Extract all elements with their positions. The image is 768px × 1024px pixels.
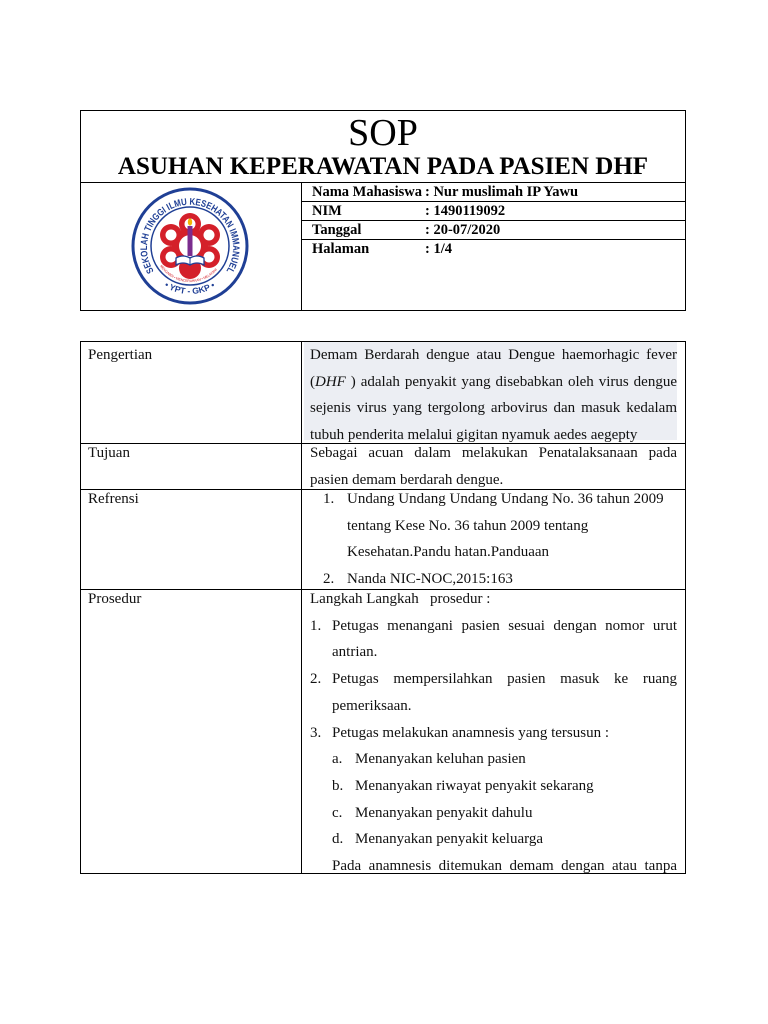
prosedur-label: Prosedur [88, 591, 142, 607]
list-number: 1. [323, 491, 335, 507]
pengertian-label: Pengertian [88, 347, 153, 363]
list-number: 2. [323, 571, 335, 588]
substep-text: Menanyakan keluhan pasien [355, 751, 526, 768]
list-item [302, 566, 677, 589]
step-text: Petugas mempersilahkan pasien masuk ke ruang pemeriksaan. [332, 671, 677, 714]
page-label: Halaman [312, 241, 370, 257]
logo-candle-flame [188, 218, 192, 225]
logo-bottom-text: • YPT - GKP • [163, 279, 217, 297]
row-pengertian [81, 342, 685, 444]
student-name-label: Nama Mahasiswa [312, 184, 422, 200]
pengertian-text-end: ) adalah penyakit yang disebabkan oleh virus dengue sejenis virus yang tergolong arbovirus dan masuk kedalam tubuh penderita melalui gigitan nyamuk aedes aegepty [310, 373, 677, 443]
sop-header-table [80, 110, 686, 311]
prosedur-content [310, 590, 677, 873]
list-number: 2. [310, 671, 322, 688]
info-row-date [302, 221, 685, 240]
nim-label: NIM [312, 203, 342, 219]
row-content-cell [302, 444, 685, 489]
pengertian-text [304, 342, 677, 443]
step-text: Petugas menangani pasien sesuai dengan nomor urut antrian. [332, 617, 677, 661]
tujuan-label: Tujuan [88, 445, 130, 461]
logo-cell [81, 183, 302, 310]
row-content-cell [302, 490, 685, 589]
refrensi-list [302, 490, 677, 589]
info-row-page [302, 240, 685, 259]
date-value: : 20-07/2020 [425, 222, 501, 238]
substep-text: Menanyakan penyakit dahulu [355, 804, 533, 821]
refrensi-label: Refrensi [88, 491, 139, 507]
sub-list-item [310, 800, 677, 827]
sub-list-item [310, 746, 677, 773]
identity-cell [302, 183, 685, 310]
list-letter: c. [332, 804, 343, 821]
logo-motto-text: MENGABDI • MENCERAHKAN • MELAYANI [159, 264, 218, 284]
reference-text: Undang Undang Undang Undang No. 36 tahun 2009 tentang Kese No. 36 tahun 2009 tentang Kesehatan.Pandu hatan.Panduaan [347, 491, 664, 561]
date-label: Tanggal [312, 222, 362, 238]
row-content-cell [302, 342, 685, 443]
document-title: SOP [348, 112, 418, 154]
row-refrensi [81, 490, 685, 590]
nim-value: : 1490119092 [425, 203, 506, 219]
row-prosedur [81, 590, 685, 873]
student-name-value: : Nur muslimah IP Yawu [425, 184, 579, 200]
pengertian-abbrev: DHF [315, 373, 346, 390]
list-letter: a. [332, 751, 343, 768]
header-title-cell [81, 111, 685, 183]
row-label-cell [81, 342, 302, 443]
sop-content-table [80, 341, 686, 874]
row-label-cell [81, 444, 302, 489]
list-letter: d. [332, 831, 344, 848]
row-content-cell [302, 590, 685, 873]
sub-list-item [310, 773, 677, 800]
institution-logo [130, 186, 250, 306]
list-item [310, 613, 677, 666]
row-label-cell [81, 490, 302, 589]
substep-text: Menanyakan riwayat penyakit sekarang [355, 777, 594, 794]
prosedur-note: Pada anamnesis ditemukan demam dengan atau tanpa [332, 858, 677, 873]
logo-ring-text: SEKOLAH TINGGI ILMU KESEHATAN IMMANUEL [138, 196, 242, 276]
row-label-cell [81, 590, 302, 873]
info-row-student-name [302, 183, 685, 202]
row-tujuan [81, 444, 685, 490]
list-number: 1. [310, 617, 322, 634]
list-item [302, 490, 677, 566]
prosedur-intro: Langkah Langkah prosedur : [310, 591, 491, 607]
list-item [310, 720, 677, 747]
info-row-nim [302, 202, 685, 221]
logo-candle [188, 226, 193, 256]
pengertian-text-start: Demam Berdarah dengue atau Dengue haemorhagic fever ( [310, 347, 677, 390]
sub-list-item [310, 826, 677, 853]
step-text: Petugas melakukan anamnesis yang tersusun : [332, 724, 610, 741]
substep-text: Menanyakan penyakit keluarga [355, 831, 543, 848]
list-item [310, 666, 677, 719]
reference-text: Nanda NIC-NOC,2015:163 [347, 571, 513, 588]
document-subtitle: ASUHAN KEPERAWATAN PADA PASIEN DHF [117, 153, 649, 180]
tujuan-text: Sebagai acuan dalam melakukan Penatalaksanaan pada pasien demam berdarah dengue. [310, 445, 677, 488]
page-value: : 1/4 [425, 241, 452, 257]
list-number: 3. [310, 724, 322, 741]
list-letter: b. [332, 777, 344, 794]
